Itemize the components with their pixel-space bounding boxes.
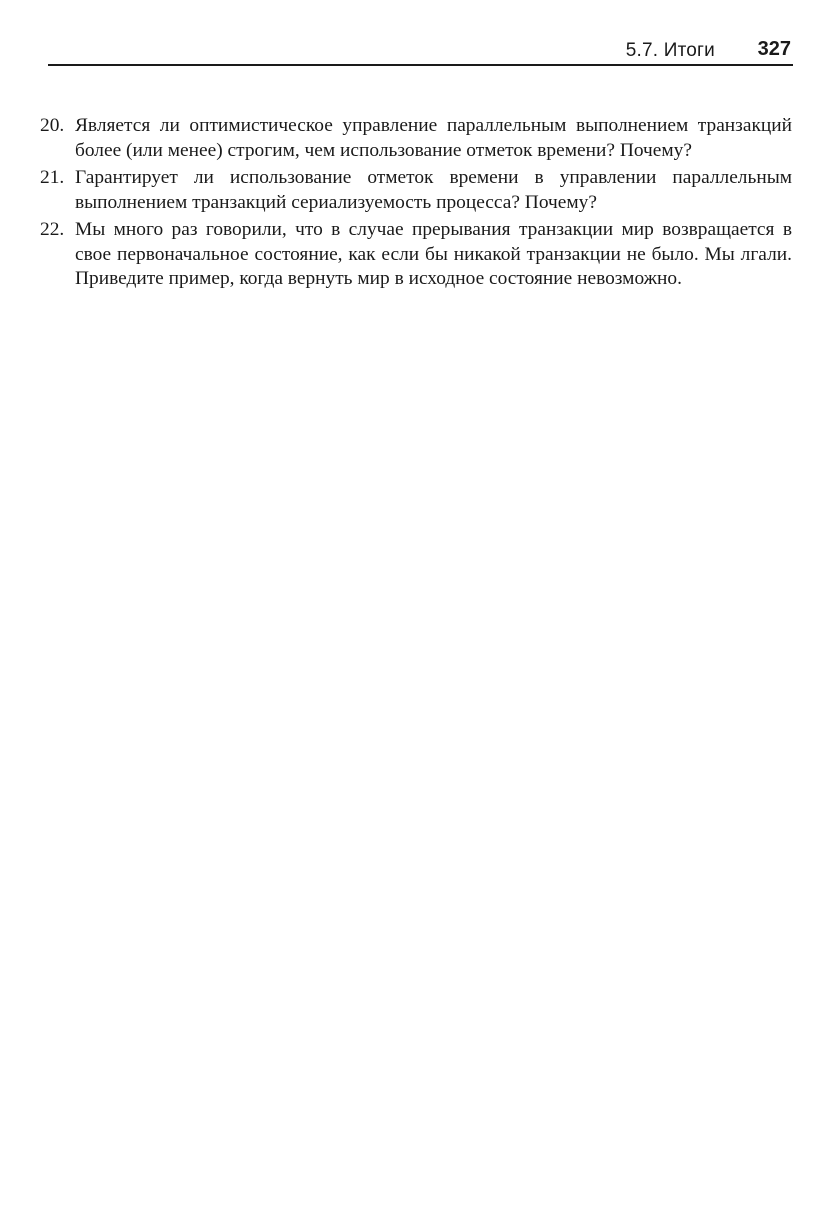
section-title: 5.7. Итоги: [625, 40, 715, 61]
exercise-number: 22.: [40, 219, 65, 240]
page-number: 327: [757, 38, 791, 60]
exercise-text: Является ли оптимистическое управление параллельным выполнением транзакций более (или менее) строгим, чем использование отметок времени? Почему?: [75, 115, 792, 161]
exercise-number: 21.: [40, 167, 65, 188]
exercise-item: [40, 218, 792, 292]
exercise-text: Мы много раз говорили, что в случае прерывания транзакции мир возвращается в свое первоначальное состояние, как если бы никакой транзакции не было. Мы лгали. Приведите пример, когда вернуть мир в исходное состояние невозможно.: [75, 219, 792, 289]
exercise-item: [40, 114, 792, 163]
exercise-number: 20.: [40, 115, 65, 136]
exercise-item: [40, 166, 792, 215]
exercise-text: Гарантирует ли использование отметок времени в управлении параллельным выполнением транзакций сериализуемость процесса? Почему?: [75, 167, 792, 213]
exercise-list: [40, 114, 792, 295]
running-header: [48, 38, 793, 66]
